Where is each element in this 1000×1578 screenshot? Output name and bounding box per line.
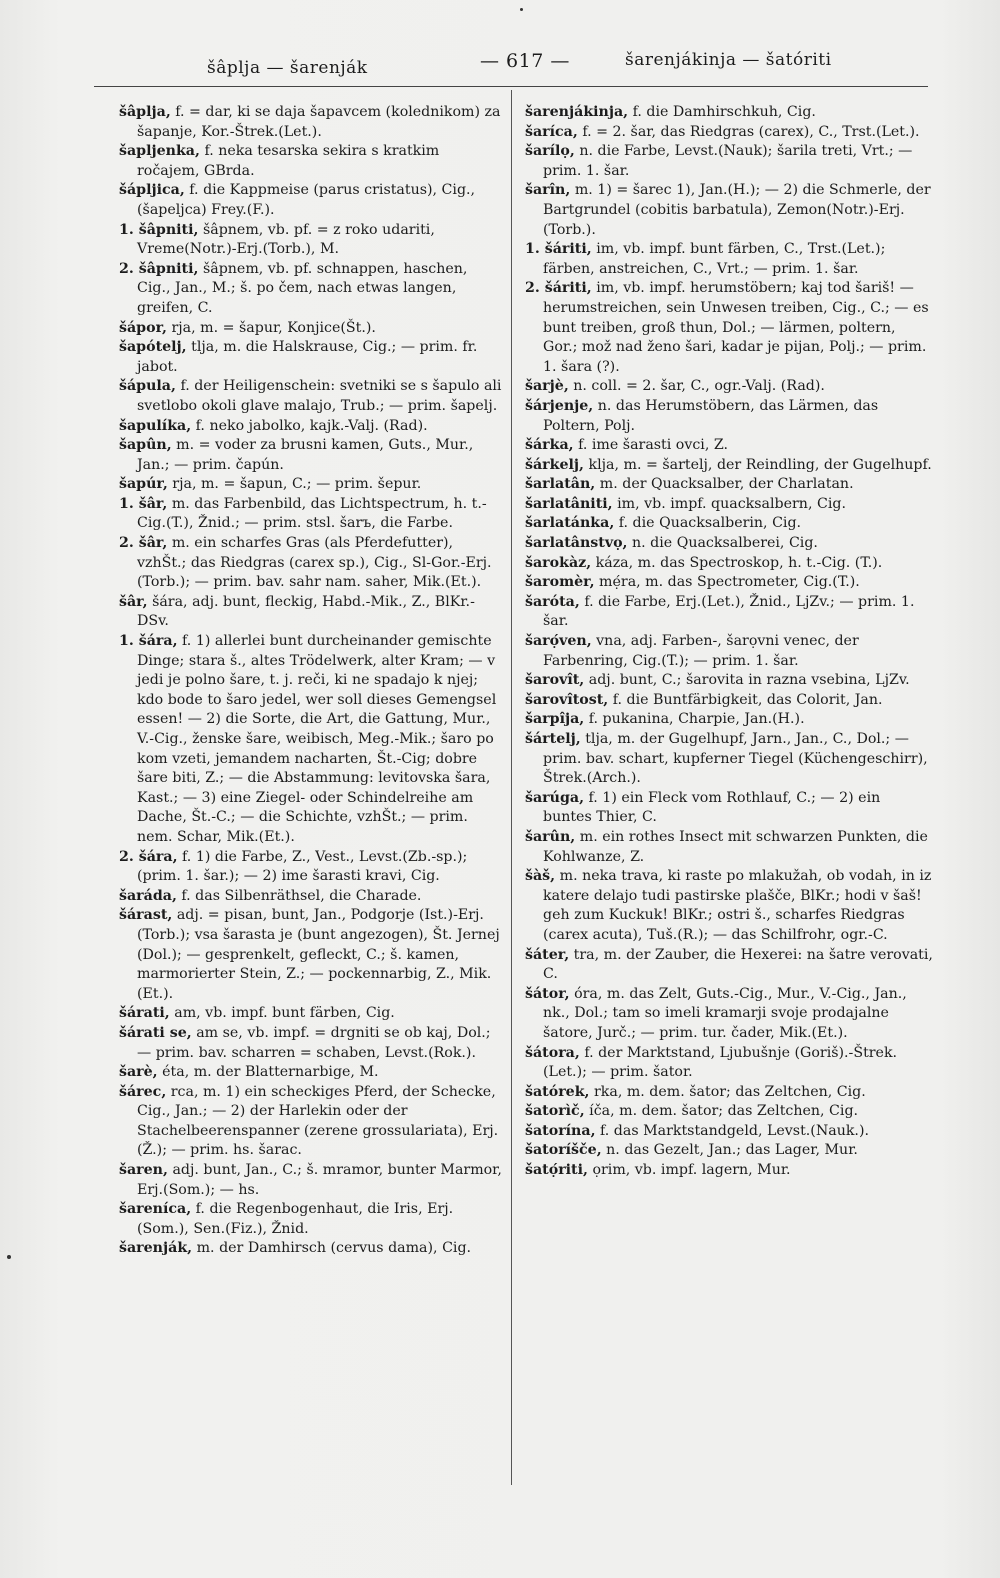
- entry-definition: f. neko jabolko, kajk.-Valj. (Rad).: [191, 417, 428, 434]
- entry-definition: klja, m. = šartelj, der Reindling, der Gugelhupf.: [583, 456, 932, 473]
- dictionary-entry: [119, 1024, 503, 1063]
- entry-headword: šarenják,: [119, 1240, 193, 1257]
- dictionary-entry: [119, 495, 503, 534]
- dictionary-entry: [525, 142, 933, 181]
- entry-definition: f. die Buntfärbigkeit, das Colorit, Jan.: [608, 691, 883, 708]
- entry-headword: šarlatân,: [525, 476, 596, 493]
- entry-headword: šarúga,: [525, 789, 585, 806]
- entry-headword: šapótelj,: [119, 339, 187, 356]
- dictionary-entry: [119, 475, 503, 495]
- entry-headword: šápljica,: [119, 182, 185, 199]
- dictionary-entry: [119, 887, 503, 907]
- entry-definition: am se, vb. impf. = drgniti se ob kaj, Dol.; — prim. bav. scharren = schaben, Levst.(Rok.).: [137, 1024, 491, 1061]
- dictionary-entry: [119, 1063, 503, 1083]
- dictionary-entry: [525, 828, 933, 867]
- entry-definition: m. neka trava, ki raste po mlakužah, ob vodah, in iz katere delajo tudi pastirske plašče, BlKr.; hodi v šaš! geh zum Kuckuk! BlKr.; ostri š., scharfes Riedgras (carex acuta), Tuš.(R.); — das Schilfrohr, ogr.-C.: [543, 868, 932, 943]
- entry-definition: m. = voder za brusni kamen, Guts., Mur., Jan.; — prim. čapún.: [137, 437, 474, 473]
- dictionary-entry: [119, 338, 503, 377]
- entry-headword: šáter,: [525, 946, 570, 963]
- column-divider: [511, 90, 512, 1485]
- dictionary-entry: [119, 181, 503, 220]
- entry-headword: šarílọ,: [525, 143, 575, 160]
- page-number: — 617 —: [480, 50, 570, 72]
- entry-headword: šártelj,: [525, 731, 581, 747]
- dictionary-entry: [119, 1161, 503, 1200]
- dictionary-entry: [119, 260, 503, 319]
- dictionary-entry: [525, 436, 933, 456]
- dictionary-entry: [525, 240, 933, 279]
- entry-headword: 1. šâpniti,: [119, 221, 199, 238]
- entry-definition: íča, m. dem. šator; das Zeltchen, Cig.: [584, 1103, 859, 1120]
- entry-definition: f. das Silbenräthsel, die Charade.: [176, 887, 422, 904]
- dictionary-entry: [525, 867, 933, 945]
- entry-definition: n. das Herumstöbern, das Lärmen, das Poltern, Polj.: [543, 397, 879, 434]
- entry-headword: šarovîtost,: [525, 691, 609, 708]
- entry-headword: šâr,: [119, 593, 148, 610]
- dictionary-entry: [119, 534, 503, 593]
- entry-definition: f. 1) allerlei bunt durcheinander gemischte Dinge; stara š., altes Trödelwerk, alter Kram; — v jedi je polno šare, t. j. reči, ki ne spadajo k njej; kdo bode to šaro jedel, wer soll dieses Gemengsel essen! — 2) die Sorte, die Art, die Gattung, Mur., V.-Cig., ženske šare, weibisch, Meg.-Mik.; šaro po kom vzeti, jemandem nacharten, Št.-Cig; dobre šare biti, Z.; — die Abstammung: levitovska šara, Kast.; — 3) eine Ziegel- oder Schindelreihe am Dache, Št.-C.; — die Schichte, vzhŠt.; — prim. nem. Schar, Mik.(Et.).: [137, 633, 497, 845]
- entry-headword: šaráda,: [119, 887, 177, 904]
- entry-definition: f. die Quacksalberin, Cig.: [614, 515, 802, 532]
- entry-definition: f. das Marktstandgeld, Levst.(Nauk.).: [595, 1122, 869, 1139]
- dictionary-entry: [119, 1083, 503, 1161]
- entry-definition: éta, m. der Blatternarbige, M.: [157, 1064, 379, 1081]
- entry-definition: m. der Quacksalber, der Charlatan.: [595, 476, 854, 493]
- entry-headword: šatorìč,: [525, 1103, 585, 1120]
- entry-definition: m. der Damhirsch (cervus dama), Cig.: [192, 1240, 472, 1257]
- entry-definition: rja, m. = šapur, Konjice(Št.).: [166, 319, 376, 336]
- entry-headword: šátor,: [525, 985, 570, 1002]
- dictionary-entry: [119, 848, 503, 887]
- entry-definition: f. der Heiligenschein: svetniki se s šapulo ali svetlobo okoli glave malajo, Trub.; — prim. šapelj.: [137, 378, 502, 414]
- entry-definition: óra, m. das Zelt, Guts.-Cig., Mur., V.-Cig., Jan., nk., Dol.; tam so imeli kramarji svoje prodajalne šatore, Jurč.; — prim. tur. čader, Mik.(Et.).: [543, 985, 907, 1041]
- dictionary-entry: [525, 1122, 933, 1142]
- dictionary-entry: [525, 279, 933, 377]
- dictionary-entry: [525, 593, 933, 632]
- entry-headword: 1. šâr,: [119, 495, 168, 512]
- dictionary-entry: [525, 1083, 933, 1103]
- entry-definition: m. 1) = šarec 1), Jan.(H.); — 2) die Schmerle, der Bartgrundel (cobitis barbatula), Zemon(Notr.)-Erj.(Torb.).: [543, 182, 931, 238]
- entry-headword: šárec,: [119, 1083, 167, 1100]
- dictionary-entry: [119, 319, 503, 339]
- header-left-guide-words: šâplja — šarenják: [207, 58, 368, 78]
- dictionary-entry: [119, 1004, 503, 1024]
- dictionary-entry: [525, 789, 933, 828]
- dictionary-entry: [525, 730, 933, 789]
- entry-headword: šatoríšče,: [525, 1142, 602, 1159]
- entry-headword: šarenjákinja,: [525, 104, 629, 120]
- entry-definition: adj. bunt, C.; šarovita in razna vsebina, LjZv.: [584, 672, 910, 689]
- right-column: [525, 103, 933, 1181]
- entry-definition: vna, adj. Farben-, šarọvni venec, der Farbenring, Cig.(T.); — prim. 1. šar.: [543, 633, 859, 669]
- dictionary-entry: [525, 456, 933, 476]
- entry-headword: šaróta,: [525, 593, 580, 610]
- dictionary-entry: [119, 221, 503, 260]
- dictionary-entry: [525, 573, 933, 593]
- entry-definition: f. neka tesarska sekira s kratkim ročajem, GBrda.: [137, 143, 440, 179]
- dictionary-entry: [525, 985, 933, 1044]
- entry-headword: šaren,: [119, 1162, 168, 1179]
- entry-headword: šápor,: [119, 319, 167, 336]
- entry-headword: šareníca,: [119, 1201, 192, 1218]
- dictionary-entry: [119, 1239, 503, 1259]
- entry-definition: ọrim, vb. impf. lagern, Mur.: [587, 1162, 791, 1179]
- entry-headword: šárati se,: [119, 1024, 192, 1041]
- entry-headword: šâplja,: [119, 104, 171, 120]
- entry-headword: šárkelj,: [525, 456, 584, 473]
- entry-definition: im, vb. impf. herumstöbern; kaj tod šariš! — herumstreichen, sein Unwesen treiben, Cig., C.; — es bunt treiben, groß thun, Dol.; — lärmen, poltern, Gor.; mož nad ženo šari, kadar je pijan, Polj.; — prim. 1. šara (?).: [543, 280, 929, 375]
- entry-headword: šapûn,: [119, 437, 172, 454]
- entry-definition: f. 1) ein Fleck vom Rothlauf, C.; — 2) ein buntes Thier, C.: [543, 789, 881, 826]
- entry-definition: f. = 2. šar, das Riedgras (carex), C., Trst.(Let.).: [577, 123, 920, 140]
- dictionary-entry: [525, 1141, 933, 1161]
- entry-definition: n. die Quacksalberei, Cig.: [627, 535, 818, 552]
- dictionary-entry: [119, 142, 503, 181]
- entry-headword: šarọ́ven,: [525, 633, 592, 650]
- left-column: [119, 103, 503, 1259]
- dictionary-entry: [119, 1200, 503, 1239]
- entry-definition: im, vb. impf. bunt färben, C., Trst.(Let.); färben, anstreichen, C., Vrt.; — prim. 1. šar.: [543, 241, 886, 277]
- entry-headword: šarjè,: [525, 378, 569, 395]
- dictionary-entry: [525, 691, 933, 711]
- entry-headword: šapúr,: [119, 476, 168, 493]
- entry-definition: n. das Gezelt, Jan.; das Lager, Mur.: [601, 1142, 858, 1159]
- entry-definition: rja, m. = šapun, C.; — prim. šepur.: [167, 476, 422, 493]
- dictionary-entry: [119, 377, 503, 416]
- dictionary-entry: [119, 632, 503, 848]
- entry-definition: tlja, m. der Gugelhupf, Jarn., Jan., C., Dol.; — prim. bav. schart, kupferner Tiegel (Küchengeschirr), Štrek.(Arch.).: [543, 731, 928, 787]
- entry-definition: rca, m. 1) ein scheckiges Pferd, der Schecke, Cig., Jan.; — 2) der Harlekin oder der Stachelbeerenspanner (zerene grossulariata), Erj.(Ž.); — prim. hs. šarac.: [137, 1083, 499, 1159]
- entry-definition: káza, m. das Spectroskop, h. t.-Cig. (T.).: [591, 554, 883, 571]
- entry-definition: m. ein scharfes Gras (als Pferdefutter), vzhŠt.; das Riedgras (carex sp.), Cig., Sl-Gor.-Erj.(Torb.); — prim. bav. sahr nam. saher, Mik.(Et.).: [137, 535, 492, 591]
- entry-headword: šarlatâniti,: [525, 495, 613, 512]
- entry-definition: rka, m. dem. šator; das Zeltchen, Cig.: [589, 1083, 866, 1100]
- entry-definition: adj. = pisan, bunt, Jan., Podgorje (Ist.)-Erj.(Torb.); vsa šarasta je (bunt angezogen), Št. Jernej (Dol.); — gesprenkelt, gefleckt, C.; š. kamen, marmorierter Stein, Z.; — pockennarbig, Z., Mik.(Et.).: [137, 907, 500, 1002]
- dictionary-entry: [119, 593, 503, 632]
- entry-definition: f. ime šarasti ovci, Z.: [573, 437, 728, 454]
- entry-definition: m. ein rothes Insect mit schwarzen Punkten, die Kohlwanze, Z.: [543, 828, 928, 865]
- entry-headword: šarlatânstvọ,: [525, 535, 628, 552]
- entry-headword: šápula,: [119, 378, 176, 395]
- entry-definition: m. das Farbenbild, das Lichtspectrum, h. t.-Cig.(T.), Žnid.; — prim. stsl. šarъ, die Farbe.: [137, 495, 487, 532]
- header-right-guide-words: šarenjákinja — šatóriti: [625, 50, 832, 70]
- entry-definition: f. die Regenbogenhaut, die Iris, Erj. (Som.), Sen.(Fiz.), Žnid.: [137, 1201, 454, 1237]
- entry-headword: šarovît,: [525, 672, 585, 689]
- dictionary-entry: [525, 181, 933, 240]
- dictionary-entry: [525, 1161, 933, 1181]
- entry-headword: šapulíka,: [119, 417, 192, 434]
- dictionary-entry: [525, 103, 933, 123]
- entry-headword: šaromèr,: [525, 574, 595, 591]
- entry-headword: 2. šâr,: [119, 535, 168, 552]
- dictionary-entry: [525, 534, 933, 554]
- entry-definition: tra, m. der Zauber, die Hexerei: na šatre verovati, C.: [543, 946, 933, 983]
- entry-headword: šarpîja,: [525, 711, 585, 728]
- print-speck: [520, 8, 523, 11]
- entry-definition: n. coll. = 2. šar, C., ogr.-Valj. (Rad).: [568, 378, 825, 395]
- entry-headword: 2. šâpniti,: [119, 260, 199, 277]
- entry-definition: f. pukanina, Charpie, Jan.(H.).: [584, 711, 805, 728]
- entry-headword: šarûn,: [525, 828, 576, 845]
- entry-definition: am, vb. impf. bunt färben, Cig.: [169, 1005, 395, 1022]
- entry-headword: šátora,: [525, 1044, 580, 1061]
- entry-definition: f. der Marktstand, Ljubušnje (Goriš).-Štrek.(Let.); — prim. šator.: [543, 1044, 898, 1081]
- dictionary-entry: [525, 397, 933, 436]
- entry-headword: šárka,: [525, 437, 574, 454]
- entry-headword: 2. šára,: [119, 848, 178, 865]
- header-rule: [94, 86, 928, 87]
- dictionary-entry: [119, 436, 503, 475]
- dictionary-entry: [119, 906, 503, 1004]
- entry-definition: f. die Damhirschkuh, Cig.: [628, 104, 816, 120]
- dictionary-entry: [119, 417, 503, 437]
- entry-definition: adj. bunt, Jan., C.; š. mramor, bunter Marmor, Erj.(Som.); — hs.: [137, 1162, 502, 1198]
- entry-definition: tlja, m. die Halskrause, Cig.; — prim. fr. jabot.: [137, 339, 478, 375]
- entry-headword: 1. šára,: [119, 633, 178, 650]
- entry-headword: šàš,: [525, 868, 556, 885]
- dictionary-entry: [525, 710, 933, 730]
- dictionary-entry: [525, 946, 933, 985]
- entry-definition: f. = dar, ki se daja šapavcem (kolednikom) za šapanje, Kor.-Štrek.(Let.).: [137, 104, 501, 140]
- entry-definition: šâpnem, vb. pf. schnappen, haschen, Cig., Jan., M.; š. po čem, nach etwas langen, greifen, C.: [137, 260, 468, 316]
- dictionary-entry: [525, 377, 933, 397]
- entry-headword: šatọ́riti,: [525, 1162, 588, 1179]
- running-header: [92, 50, 927, 80]
- dictionary-entry: [525, 514, 933, 534]
- dictionary-entry: [525, 495, 933, 515]
- entry-headword: šarlatánka,: [525, 515, 615, 532]
- entry-headword: šatórek,: [525, 1083, 590, 1100]
- entry-definition: mẹ́ra, m. das Spectrometer, Cig.(T.).: [594, 574, 860, 591]
- dictionary-entry: [525, 671, 933, 691]
- entry-definition: f. die Farbe, Erj.(Let.), Žnid., LjZv.; — prim. 1. šar.: [543, 593, 915, 630]
- margin-mark: [7, 1255, 11, 1259]
- entry-headword: šatorína,: [525, 1122, 596, 1139]
- dictionary-entry: [525, 123, 933, 143]
- entry-headword: šarokàz,: [525, 554, 592, 571]
- entry-headword: 2. šáriti,: [525, 280, 592, 297]
- entry-definition: šára, adj. bunt, fleckig, Habd.-Mik., Z., BlKr.-DSv.: [137, 593, 475, 630]
- dictionary-entry: [525, 475, 933, 495]
- entry-headword: 1. šáriti,: [525, 241, 592, 258]
- entry-headword: šaríca,: [525, 123, 578, 140]
- entry-headword: šárati,: [119, 1005, 170, 1022]
- entry-definition: im, vb. impf. quacksalbern, Cig.: [612, 495, 846, 512]
- entry-definition: f. 1) die Farbe, Z., Vest., Levst.(Zb.-sp.); (prim. 1. šar.); — 2) ime šarasti kravi, Cig.: [137, 848, 468, 885]
- dictionary-entry: [525, 554, 933, 574]
- entry-headword: šárast,: [119, 907, 173, 924]
- entry-definition: n. die Farbe, Levst.(Nauk); šarila treti, Vrt.; — prim. 1. šar.: [543, 143, 913, 179]
- entry-headword: šárjenje,: [525, 397, 594, 414]
- dictionary-entry: [525, 1044, 933, 1083]
- entry-definition: šâpnem, vb. pf. = z roko udariti, Vreme(Notr.)-Erj.(Torb.), M.: [137, 221, 435, 258]
- dictionary-entry: [525, 1102, 933, 1122]
- entry-headword: šarè,: [119, 1064, 158, 1081]
- entry-headword: šarîn,: [525, 182, 571, 199]
- entry-definition: f. die Kappmeise (parus cristatus), Cig., (šapeljca) Frey.(F.).: [137, 182, 476, 218]
- dictionary-entry: [525, 632, 933, 671]
- dictionary-entry: [119, 103, 503, 142]
- entry-headword: šapljenka,: [119, 143, 200, 160]
